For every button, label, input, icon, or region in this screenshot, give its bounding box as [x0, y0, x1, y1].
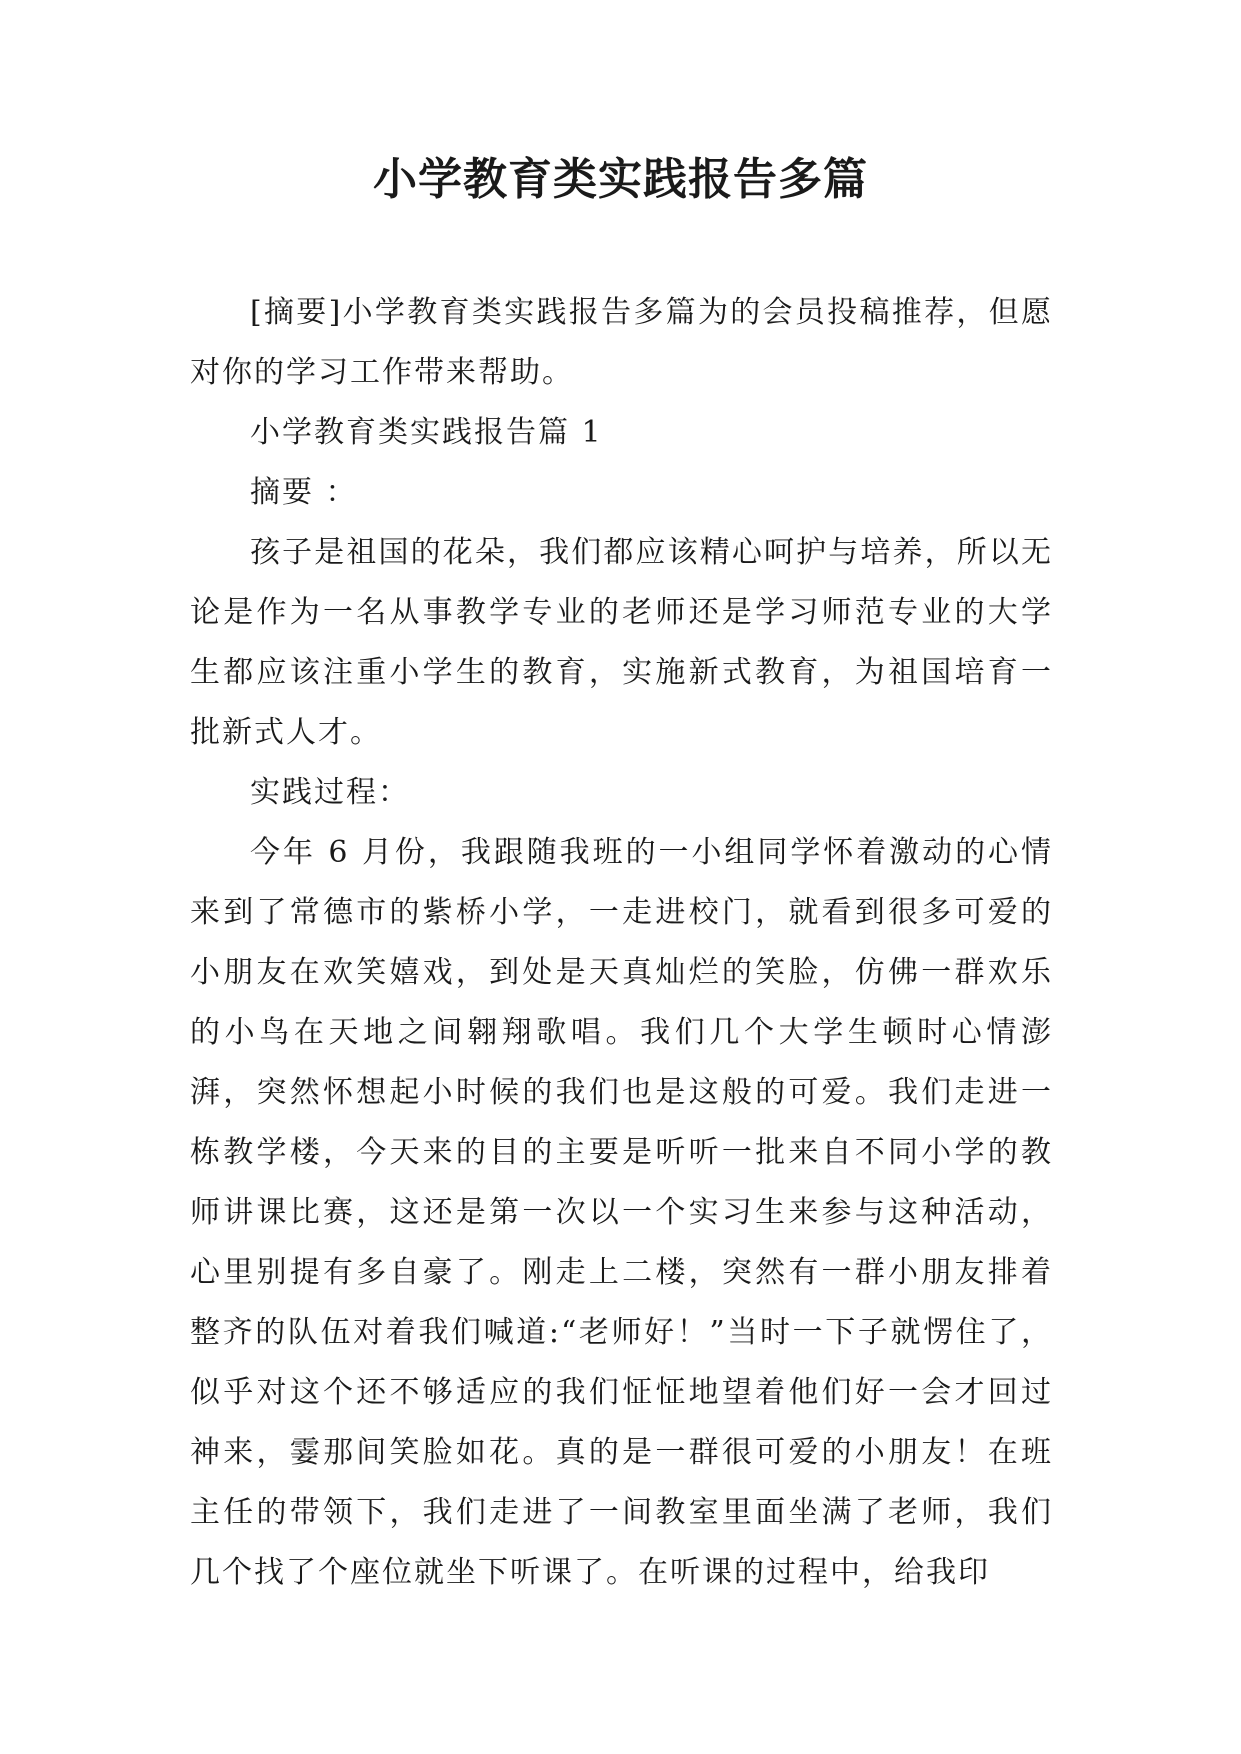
- document-body: [190, 283, 1053, 1603]
- body-paragraph: 今年 6 月份，我跟随我班的一小组同学怀着激动的心情来到了常德市的紫桥小学，一走进校门，就看到很多可爱的小朋友在欢笑嬉戏，到处是天真灿烂的笑脸，仿佛一群欢乐的小鸟在天地之间翱翔歌唱。我们几个大学生顿时心情澎湃，突然怀想起小时候的我们也是这般的可爱。我们走进一栋教学楼，今天来的目的主要是听听一批来自不同小学的教师讲课比赛，这还是第一次以一个实习生来参与这种活动，心里别提有多自豪了。刚走上二楼，突然有一群小朋友排着整齐的队伍对着我们喊道:“老师好！”当时一下子就愣住了，似乎对这个还不够适应的我们怔怔地望着他们好一会才回过神来，霎那间笑脸如花。真的是一群很可爱的小朋友！在班主任的带领下，我们走进了一间教室里面坐满了老师，我们几个找了个座位就坐下听课了。在听课的过程中，给我印: [190, 835, 1053, 1590]
- abstract-label: 摘要 ：: [250, 475, 358, 510]
- section-heading: 小学教育类实践报告篇 1: [250, 415, 603, 450]
- process-label: 实践过程：: [250, 775, 410, 810]
- body-paragraph: 孩子是祖国的花朵，我们都应该精心呵护与培养，所以无论是作为一名从事教学专业的老师还是学习师范专业的大学生都应该注重小学生的教育，实施新式教育，为祖国培育一批新式人才。: [190, 535, 1053, 750]
- abstract-paragraph: [摘要]小学教育类实践报告多篇为的会员投稿推荐，但愿对你的学习工作带来帮助。: [190, 295, 1053, 390]
- document-title: 小学教育类实践报告多篇: [373, 154, 868, 205]
